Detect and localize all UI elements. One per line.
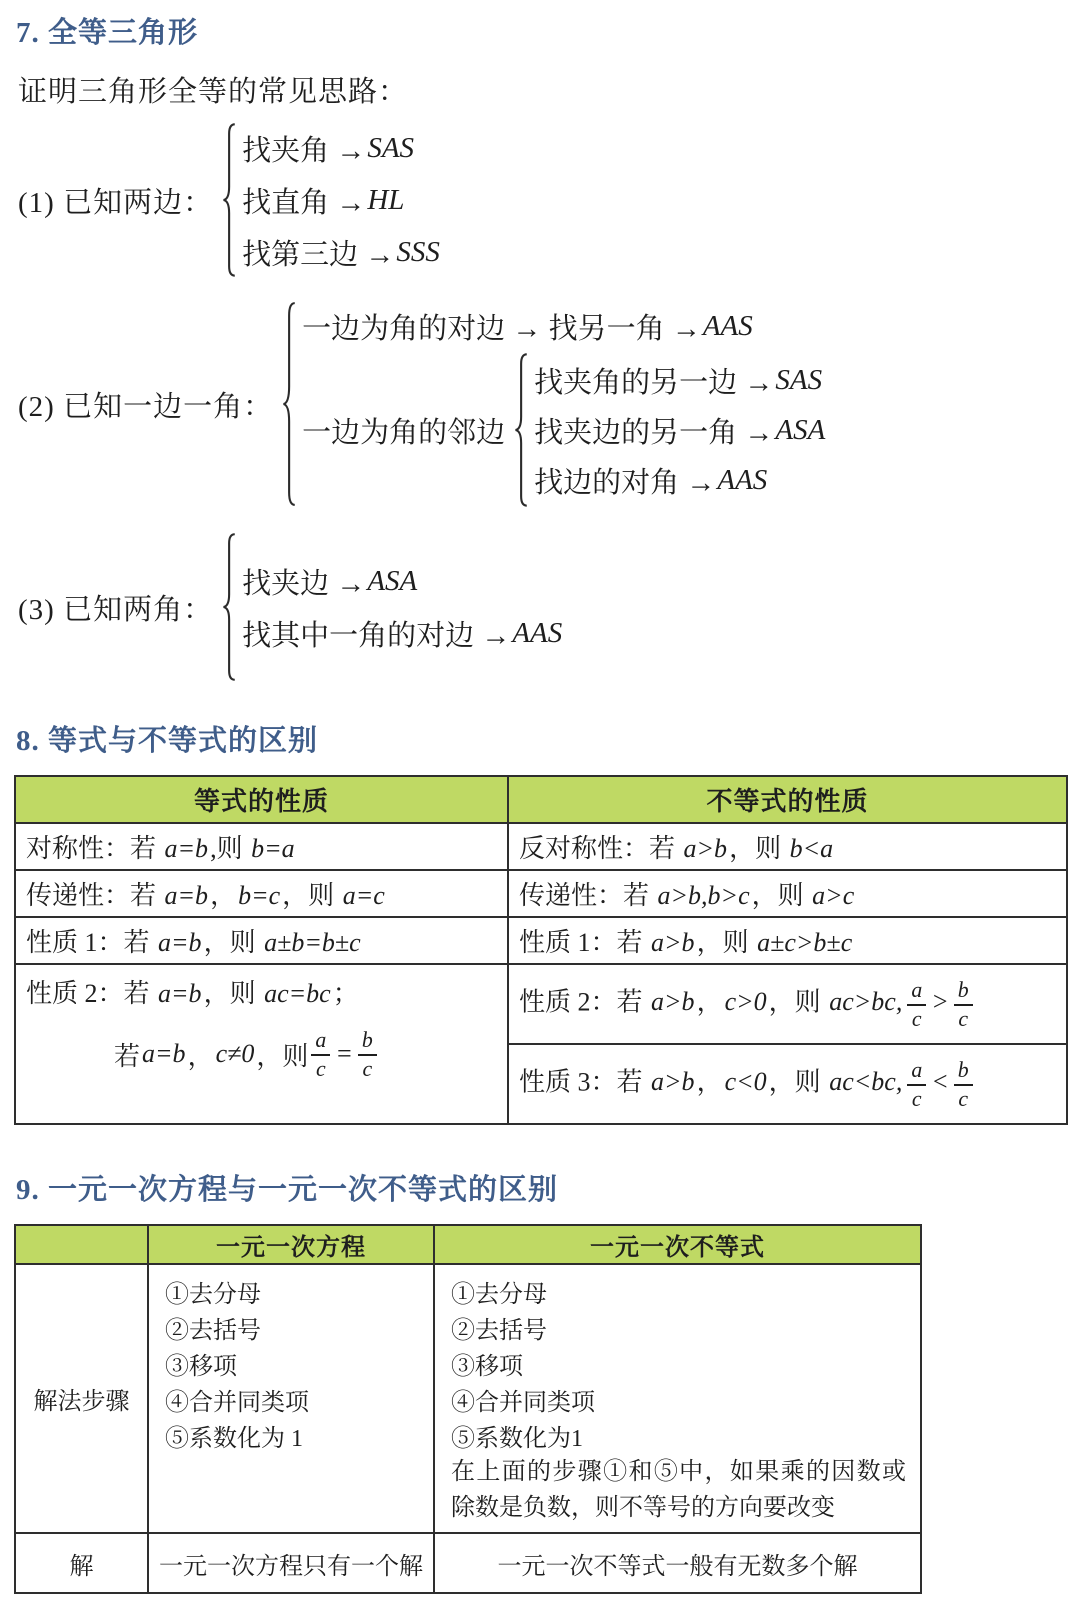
strategy-line (242, 607, 564, 659)
table-row (15, 823, 1067, 870)
cjk-text: 找直角 → (242, 186, 366, 219)
strategy-line (242, 122, 442, 174)
math-text: b=c (238, 881, 281, 910)
cjk-text: 对称性：若 (26, 834, 163, 863)
table-header-cell: 等式的性质 (15, 776, 508, 823)
table-row (15, 917, 1067, 964)
cjk-text: ，则 (203, 928, 263, 957)
strategy-line (242, 555, 564, 607)
case-2-label: (2) 已知一边一角： (18, 390, 274, 423)
math-text: a>c (812, 881, 855, 910)
row-label-cell: 解 (15, 1533, 148, 1593)
property-2-line-1 (26, 973, 497, 1010)
math-text: ac=bc (264, 979, 331, 1008)
table-cell (15, 823, 508, 870)
section-7-intro: 证明三角形全等的常见思路： (18, 76, 409, 108)
strategy-line (302, 300, 827, 352)
math-text: c<0 (724, 1066, 767, 1096)
table-cell (508, 917, 1067, 964)
section-9-heading: 9. 一元一次方程与一元一次不等式的区别 (16, 1174, 559, 1206)
math-text: a>b (683, 834, 728, 863)
table-row (15, 870, 1067, 917)
cjk-text: 一边为角的对边 → 找另一角 → (302, 312, 701, 345)
curly-brace-icon (282, 300, 297, 508)
math-text: ASA (775, 413, 826, 446)
equality-inequality-table (14, 775, 1068, 1125)
cjk-text: ,则 (210, 834, 250, 863)
cjk-text: 找夹边 → (242, 567, 366, 600)
table-cell (508, 870, 1067, 917)
step-item: ②去括号 (165, 1317, 261, 1344)
cjk-text: 找夹角的另一边 → (534, 366, 774, 399)
fraction: $\frac{b}{c}$ (954, 978, 973, 1031)
cjk-text: ，则 (751, 881, 811, 910)
cjk-text: 性质 3：若 (519, 1066, 650, 1096)
math-text: a>b (651, 928, 695, 957)
math-text: = (335, 1039, 353, 1069)
fraction: $\frac{a}{c}$ (907, 1058, 926, 1111)
math-text: a=b (142, 1039, 186, 1069)
curly-brace-icon (222, 532, 237, 682)
step-item: ③移项 (451, 1353, 523, 1380)
inequality-steps-cell (434, 1264, 921, 1533)
math-text: SAS (367, 131, 415, 164)
math-text: AAS (717, 463, 768, 496)
strategy-line (534, 405, 827, 455)
cjk-text: 性质 2：若 (26, 979, 157, 1008)
step-item: ⑤系数化为1 (451, 1425, 583, 1452)
table-cell (508, 964, 1067, 1044)
math-text: HL (367, 183, 405, 216)
math-text: a=c (342, 881, 385, 910)
cjk-text: 找夹边的另一角 → (534, 416, 774, 449)
math-text: a>b (651, 986, 695, 1016)
cjk-text: ，则 (729, 834, 788, 863)
inequality-solution-cell: 一元一次不等式一般有无数多个解 (434, 1533, 921, 1593)
math-text: < (931, 1066, 949, 1096)
case-3-items (242, 555, 564, 659)
strategy-line (242, 226, 442, 278)
case-1-label: (1) 已知两边： (18, 186, 214, 219)
math-text: a=b (164, 881, 209, 910)
cjk-text: ， (696, 986, 723, 1016)
cjk-text: 传递性：若 (26, 881, 163, 910)
math-text: c≠0 (215, 1039, 255, 1069)
cjk-text: ， (187, 1041, 214, 1071)
inequality-note: 在上面的步骤①和⑤中，如果乘的因数或除数是负数，则不等号的方向要改变 (451, 1459, 906, 1521)
table-row (15, 1264, 921, 1533)
math-text: SSS (396, 235, 440, 268)
cjk-text: ； (332, 979, 359, 1008)
cjk-text: 找边的对角 → (534, 466, 716, 499)
math-text: c>0 (724, 986, 767, 1016)
step-item: ④合并同类项 (165, 1389, 309, 1416)
math-text: a±c>b±c (757, 928, 853, 957)
cjk-text: ， (696, 1066, 723, 1096)
strategy-line (242, 174, 442, 226)
section-8-heading: 8. 等式与不等式的区别 (16, 725, 319, 757)
case-2-side-angle (18, 300, 1066, 508)
math-text: AAS (702, 309, 753, 342)
cjk-text: ，则 (256, 1041, 309, 1071)
math-text: SAS (775, 363, 823, 396)
table-header-cell: 一元一次方程 (148, 1225, 434, 1264)
fraction: $\frac{a}{c}$ (311, 1028, 330, 1081)
property-2-line-2 (114, 1028, 497, 1081)
math-text: a>b,b>c (657, 881, 750, 910)
math-text: ASA (367, 564, 418, 597)
cjk-text: 找其中一角的对边 → (242, 619, 511, 652)
table-header-row (15, 1225, 921, 1264)
table-header-cell: 不等式的性质 (508, 776, 1067, 823)
cjk-text: ，则 (696, 928, 756, 957)
curly-brace-icon (514, 352, 529, 508)
branch-label (302, 404, 505, 456)
strategy-line (534, 455, 827, 505)
linear-equation-inequality-table (14, 1224, 922, 1594)
case-1-two-sides (18, 122, 1066, 278)
step-item: ②去括号 (451, 1317, 547, 1344)
math-text: a±b=b±c (264, 928, 361, 957)
table-header-cell: 一元一次不等式 (434, 1225, 921, 1264)
fraction: $\frac{b}{c}$ (358, 1028, 377, 1081)
cjk-text: 性质 2：若 (519, 986, 650, 1016)
math-text: b<a (789, 834, 834, 863)
case-2-sub-items (534, 355, 827, 505)
step-item: ⑤系数化为 1 (165, 1425, 303, 1452)
cjk-text: 一边为角的邻边 (302, 416, 506, 449)
math-text: a=b (164, 834, 209, 863)
math-text: b=a (251, 834, 295, 863)
table-row (15, 1533, 921, 1593)
math-text: a=b (158, 979, 202, 1008)
math-text: ac<bc, (829, 1066, 903, 1096)
cjk-text: ，则 (203, 979, 263, 1008)
table-cell (508, 823, 1067, 870)
cjk-text: 找第三边 → (242, 238, 395, 271)
section-7-heading: 7. 全等三角形 (16, 17, 199, 49)
table-cell (15, 917, 508, 964)
cjk-text: ，则 (768, 986, 828, 1016)
step-item: ③移项 (165, 1353, 237, 1380)
table-header-row (15, 776, 1067, 823)
step-item: ①去分母 (451, 1281, 547, 1308)
cjk-text: 若 (114, 1041, 141, 1071)
math-text: a=b (158, 928, 202, 957)
case-2-branch (302, 352, 827, 508)
math-text: AAS (512, 616, 563, 649)
strategy-line (534, 355, 827, 405)
table-cell (15, 870, 508, 917)
cjk-text: ， (210, 881, 237, 910)
table-header-cell-empty (15, 1225, 148, 1264)
fraction: $\frac{b}{c}$ (954, 1058, 973, 1111)
cjk-text: ，则 (768, 1066, 828, 1096)
equation-solution-cell: 一元一次方程只有一个解 (148, 1533, 434, 1593)
table-cell (508, 1044, 1067, 1124)
math-text: a>b (651, 1066, 695, 1096)
table-row (15, 964, 1067, 1044)
cjk-text: 反对称性：若 (519, 834, 682, 863)
equation-steps-cell (148, 1264, 434, 1533)
row-label-cell: 解法步骤 (15, 1264, 148, 1533)
cjk-text: 找夹角 → (242, 134, 366, 167)
cjk-text: 性质 1：若 (26, 928, 157, 957)
step-item: ④合并同类项 (451, 1389, 595, 1416)
case-1-items (242, 122, 442, 278)
math-text: ac>bc, (829, 986, 903, 1016)
step-item: ①去分母 (165, 1281, 261, 1308)
case-3-two-angles (18, 532, 1066, 682)
cjk-text: ，则 (282, 881, 341, 910)
case-3-label: (3) 已知两角： (18, 593, 214, 626)
math-text: > (931, 986, 949, 1016)
table-cell (15, 964, 508, 1124)
fraction: $\frac{a}{c}$ (907, 978, 926, 1031)
curly-brace-icon (222, 122, 237, 278)
cjk-text: 传递性：若 (519, 881, 656, 910)
cjk-text: 性质 1：若 (519, 928, 650, 957)
case-2-items (302, 300, 827, 508)
